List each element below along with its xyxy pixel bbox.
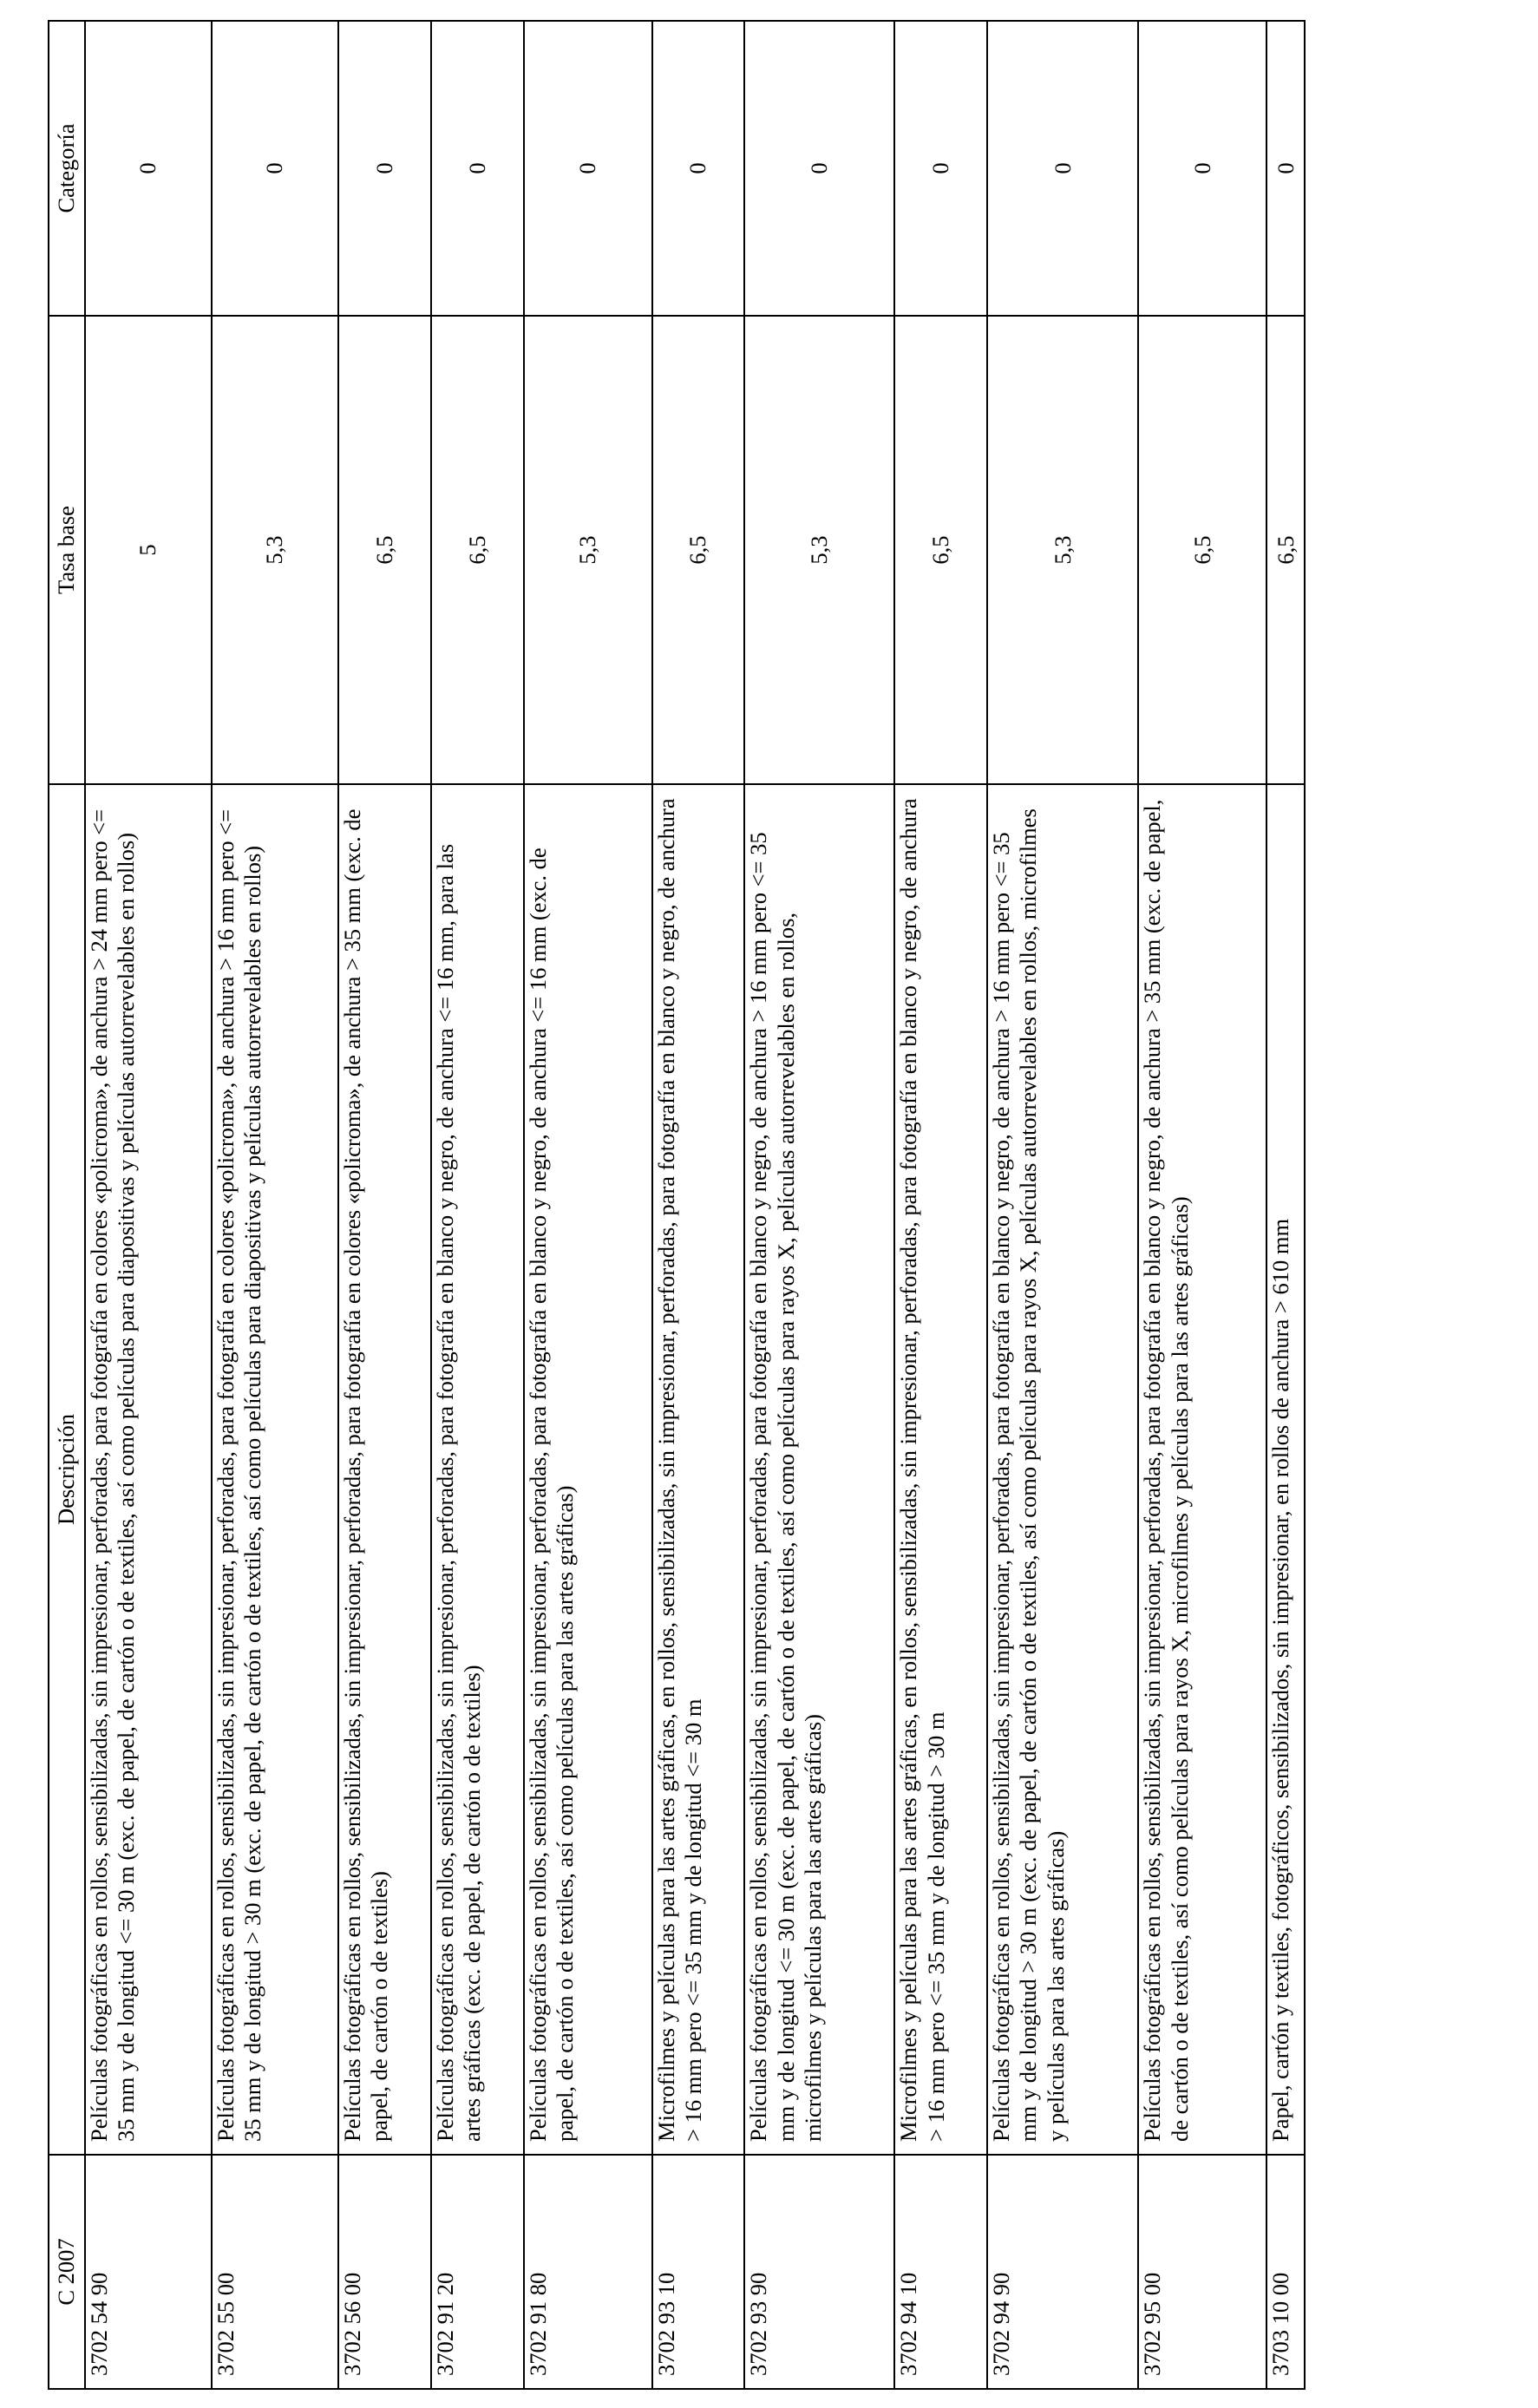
cell-description: Películas fotográficas en rollos, sensibilizadas, sin impresionar, perforadas, para fotografía en colores «policroma», de anchura > 16 mm pero <= 35 mm y de longitud > 30 m (exc. de papel, de cartón o de textiles, así como películas para diapositivas y películas autorrevelables en rollos) [212, 784, 338, 2155]
cell-base-rate: 6,5 [652, 316, 745, 784]
cell-code: 3702 54 90 [85, 2155, 212, 2389]
cell-description: Películas fotográficas en rollos, sensibilizadas, sin impresionar, perforadas, para fotografía en blanco y negro, de anchura > 16 mm pero <= 35 mm y de longitud > 30 m (exc. de papel, de cartón o de textiles, así como películas para rayos X, películas autorrevelables en rollos, microfilmes y películas para las artes gráficas) [987, 784, 1138, 2155]
table-row [431, 21, 524, 2389]
cell-category: 0 [987, 21, 1138, 316]
cell-description: Microfilmes y películas para las artes gráficas, en rollos, sensibilizadas, sin impresionar, perforadas, para fotografía en blanco y negro, de anchura > 16 mm pero <= 35 mm y de longitud > 30 m [894, 784, 987, 2155]
cell-code: 3702 55 00 [212, 2155, 338, 2389]
cell-code: 3703 10 00 [1266, 2155, 1305, 2389]
cell-code: 3702 93 90 [744, 2155, 894, 2389]
cell-category: 0 [744, 21, 894, 316]
cell-code: 3702 94 10 [894, 2155, 987, 2389]
cell-description: Películas fotográficas en rollos, sensibilizadas, sin impresionar, perforadas, para fotografía en blanco y negro, de anchura <= 16 mm, para las artes gráficas (exc. de papel, de cartón o de textiles) [431, 784, 524, 2155]
cell-code: 3702 91 80 [524, 2155, 652, 2389]
rotated-page [48, 22, 1306, 2390]
tariff-table [48, 20, 1306, 2390]
cell-description: Papel, cartón y textiles, fotográficos, sensibilizados, sin impresionar, en rollos de anchura > 610 mm [1266, 784, 1305, 2155]
table-row [338, 21, 431, 2389]
cell-category: 0 [894, 21, 987, 316]
table-row [987, 21, 1138, 2389]
cell-description: Microfilmes y películas para las artes gráficas, en rollos, sensibilizadas, sin impresionar, perforadas, para fotografía en blanco y negro, de anchura > 16 mm pero <= 35 mm y de longitud <= 30 m [652, 784, 745, 2155]
table-row [744, 21, 894, 2389]
cell-description: Películas fotográficas en rollos, sensibilizadas, sin impresionar, perforadas, para fotografía en blanco y negro, de anchura > 35 mm (exc. de papel, de cartón o de textiles, así como películas para rayos X, microfilmes y películas para las artes gráficas) [1138, 784, 1266, 2155]
cell-code: 3702 95 00 [1138, 2155, 1266, 2389]
header-description: Descripción [49, 784, 85, 2155]
cell-base-rate: 6,5 [1266, 316, 1305, 784]
cell-base-rate: 5 [85, 316, 212, 784]
table-row [894, 21, 987, 2389]
cell-category: 0 [1266, 21, 1305, 316]
cell-base-rate: 6,5 [1138, 316, 1266, 784]
cell-description: Películas fotográficas en rollos, sensibilizadas, sin impresionar, perforadas, para fotografía en blanco y negro, de anchura <= 16 mm (exc. de papel, de cartón o de textiles, así como películas para las artes gráficas) [524, 784, 652, 2155]
cell-base-rate: 5,3 [212, 316, 338, 784]
cell-category: 0 [1138, 21, 1266, 316]
cell-description: Películas fotográficas en rollos, sensibilizadas, sin impresionar, perforadas, para fotografía en colores «policroma», de anchura > 24 mm pero <= 35 mm y de longitud <= 30 m (exc. de papel, de cartón o de textiles, así como películas para diapositivas y películas autorrevelables en rollos) [85, 784, 212, 2155]
cell-base-rate: 6,5 [338, 316, 431, 784]
cell-base-rate: 6,5 [894, 316, 987, 784]
table-row [85, 21, 212, 2389]
header-row [49, 21, 85, 2389]
header-code: C 2007 [49, 2155, 85, 2389]
cell-base-rate: 5,3 [987, 316, 1138, 784]
table-row [1266, 21, 1305, 2389]
cell-category: 0 [431, 21, 524, 316]
cell-category: 0 [85, 21, 212, 316]
header-category: Categoría [49, 21, 85, 316]
cell-category: 0 [338, 21, 431, 316]
cell-code: 3702 94 90 [987, 2155, 1138, 2389]
cell-code: 3702 93 10 [652, 2155, 745, 2389]
cell-category: 0 [212, 21, 338, 316]
cell-base-rate: 5,3 [744, 316, 894, 784]
cell-description: Películas fotográficas en rollos, sensibilizadas, sin impresionar, perforadas, para fotografía en colores «policroma», de anchura > 35 mm (exc. de papel, de cartón o de textiles) [338, 784, 431, 2155]
cell-category: 0 [652, 21, 745, 316]
table-row [212, 21, 338, 2389]
cell-description: Películas fotográficas en rollos, sensibilizadas, sin impresionar, perforadas, para fotografía en blanco y negro, de anchura > 16 mm pero <= 35 mm y de longitud <= 30 m (exc. de papel, de cartón o de textiles, así como películas para rayos X, películas autorrevelables en rollos, microfilmes y películas para las artes gráficas) [744, 784, 894, 2155]
cell-category: 0 [524, 21, 652, 316]
table-row [1138, 21, 1266, 2389]
table-row [652, 21, 745, 2389]
header-base-rate: Tasa base [49, 316, 85, 784]
cell-code: 3702 91 20 [431, 2155, 524, 2389]
cell-code: 3702 56 00 [338, 2155, 431, 2389]
table-row [524, 21, 652, 2389]
cell-base-rate: 6,5 [431, 316, 524, 784]
cell-base-rate: 5,3 [524, 316, 652, 784]
